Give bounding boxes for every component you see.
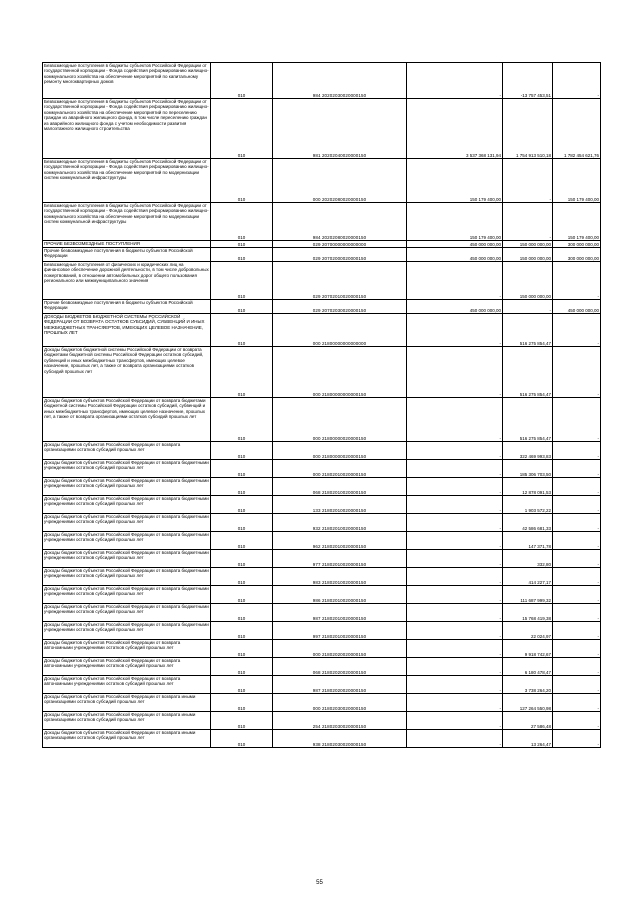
row-name: Доходы бюджетов субъектов Российской Федерации от возврата автономными учреждениями остатков субсидий прошлых лет — [43, 640, 211, 658]
row-amount-1: 450 000 000,00 — [407, 241, 503, 248]
table-row — [43, 347, 601, 398]
row-amount-3: - — [553, 314, 601, 347]
row-name: Доходы бюджетов субъектов Российской Федерации от возврата бюджетными учреждениями остатков субсидий прошлых лет — [43, 586, 211, 604]
row-code: 010 — [211, 300, 273, 314]
row-amount-1: - — [407, 496, 503, 514]
row-amount-3: - — [553, 730, 601, 748]
table-row — [43, 203, 601, 241]
table-row — [43, 398, 601, 442]
row-name: Безвозмездные поступления в бюджеты субъектов Российской Федерации от государственной корпорации - Фонда содействия реформированию жилищно-коммунального хозяйства на обеспечение мероприятий по модернизации систем коммунальной инфраструктуры — [43, 159, 211, 203]
table-row — [43, 248, 601, 262]
table-row — [43, 586, 601, 604]
row-name: Доходы бюджетов субъектов Российской Федерации от возврата бюджетами бюджетной системы Российской Федерации остатков субсидий, субвенций и иных межбюджетных трансфертов, имеющих целевое назначение, прошлых лет, а также от возврата организациями остатков субсидий прошлых лет — [43, 398, 211, 442]
row-kbk: 983 21802010020000150 — [273, 568, 407, 586]
row-amount-3: - — [553, 514, 601, 532]
row-code: 010 — [211, 676, 273, 694]
row-amount-2: 127 264 550,98 — [503, 694, 553, 712]
row-code: 010 — [211, 730, 273, 748]
row-kbk: 962 21802010020000150 — [273, 532, 407, 550]
row-amount-2: 185 306 703,50 — [503, 460, 553, 478]
row-kbk: 029 20702030020000150 — [273, 300, 407, 314]
table-row — [43, 496, 601, 514]
row-code: 010 — [211, 514, 273, 532]
row-kbk: 000 21800000020000150 — [273, 442, 407, 460]
row-amount-1: - — [407, 694, 503, 712]
row-name: Доходы бюджетов субъектов Российской Федерации от возврата организациями остатков субсидий прошлых лет — [43, 442, 211, 460]
row-amount-2: - — [503, 300, 553, 314]
row-kbk: 000 21800000000000000 — [273, 314, 407, 347]
row-amount-1: - — [407, 622, 503, 640]
row-amount-1: - — [407, 532, 503, 550]
row-kbk: 000 21800000020000150 — [273, 398, 407, 442]
row-kbk: 932 21802010020000150 — [273, 514, 407, 532]
row-amount-1: - — [407, 460, 503, 478]
row-amount-1: 150 179 400,00 — [407, 159, 503, 203]
row-amount-1: - — [407, 658, 503, 676]
row-name: Прочие безвозмездные поступления в бюджеты субъектов Российской Федерации — [43, 248, 211, 262]
row-code: 010 — [211, 532, 273, 550]
row-amount-3: - — [553, 568, 601, 586]
table-row — [43, 300, 601, 314]
row-kbk: 981 20202040020000150 — [273, 99, 407, 159]
row-kbk: 029 20702010020000150 — [273, 262, 407, 300]
row-amount-3: 150 179 400,00 — [553, 159, 601, 203]
row-kbk: 000 21802020020000150 — [273, 640, 407, 658]
table-row — [43, 262, 601, 300]
row-kbk: 987 21802010020000150 — [273, 604, 407, 622]
row-amount-2: 3 738 264,20 — [503, 676, 553, 694]
row-name: Доходы бюджетов субъектов Российской Федерации от возврата бюджетными учреждениями остатков субсидий прошлых лет — [43, 550, 211, 568]
row-name: Доходы бюджетов субъектов Российской Федерации от возврата бюджетными учреждениями остатков субсидий прошлых лет — [43, 460, 211, 478]
row-amount-3: - — [553, 347, 601, 398]
row-name: Доходы бюджетов субъектов Российской Федерации от возврата бюджетными учреждениями остатков субсидий прошлых лет — [43, 478, 211, 496]
row-amount-1: - — [407, 640, 503, 658]
row-amount-1: - — [407, 604, 503, 622]
table-row — [43, 99, 601, 159]
row-name: Безвозмездные поступления в бюджеты субъектов Российской Федерации от государственной корпорации - Фонда содействия реформированию жилищно-коммунального хозяйства на обеспечение мероприятий по переселению граждан из аварийного жилищного фонда, в том числе переселению граждан из аварийного жилищного фонда с учетом необходимости развития малоэтажного жилищного строительства — [43, 99, 211, 159]
row-amount-1: - — [407, 262, 503, 300]
page-number: 55 — [316, 880, 323, 886]
row-kbk: 997 21802010020000150 — [273, 622, 407, 640]
row-amount-2: 42 586 681,33 — [503, 514, 553, 532]
row-amount-1: - — [407, 712, 503, 730]
table-row — [43, 532, 601, 550]
row-code: 010 — [211, 241, 273, 248]
table-row — [43, 314, 601, 347]
row-kbk: 984 20202080020000150 — [273, 203, 407, 241]
row-amount-2: 150 000 000,00 — [503, 241, 553, 248]
row-amount-2: 150 000 000,00 — [503, 262, 553, 300]
table-row — [43, 640, 601, 658]
table-row — [43, 460, 601, 478]
table-row — [43, 730, 601, 748]
row-amount-3: 300 000 000,00 — [553, 248, 601, 262]
row-code: 010 — [211, 604, 273, 622]
row-kbk: 986 21802010020000150 — [273, 586, 407, 604]
row-code: 010 — [211, 248, 273, 262]
row-code: 010 — [211, 658, 273, 676]
row-amount-3: - — [553, 262, 601, 300]
row-amount-3: - — [553, 694, 601, 712]
row-amount-1: 150 179 400,00 — [407, 203, 503, 241]
row-kbk: 984 20202030020000150 — [273, 63, 407, 99]
row-amount-1: - — [407, 63, 503, 99]
row-name: Доходы бюджетов субъектов Российской Федерации от возврата иными организациями остатков субсидий прошлых лет — [43, 694, 211, 712]
table-row — [43, 676, 601, 694]
row-code: 010 — [211, 586, 273, 604]
row-name: Доходы бюджетов субъектов Российской Федерации от возврата бюджетными учреждениями остатков субсидий прошлых лет — [43, 568, 211, 586]
row-amount-1: - — [407, 514, 503, 532]
table-row — [43, 241, 601, 248]
row-amount-2: 22 024,97 — [503, 622, 553, 640]
row-code: 010 — [211, 496, 273, 514]
row-amount-2: - — [503, 159, 553, 203]
row-name: Доходы бюджетов субъектов Российской Федерации от возврата бюджетными учреждениями остатков субсидий прошлых лет — [43, 604, 211, 622]
row-code: 010 — [211, 568, 273, 586]
row-code: 010 — [211, 442, 273, 460]
row-kbk: 029 20700000000000000 — [273, 241, 407, 248]
row-amount-2: 1 754 913 510,18 — [503, 99, 553, 159]
row-amount-2: 147 371,78 — [503, 532, 553, 550]
row-amount-2: 516 275 854,47 — [503, 314, 553, 347]
row-amount-1: - — [407, 347, 503, 398]
row-code: 010 — [211, 694, 273, 712]
row-amount-3: - — [553, 622, 601, 640]
table-row — [43, 550, 601, 568]
row-amount-1: - — [407, 478, 503, 496]
row-amount-3: - — [553, 676, 601, 694]
row-kbk: 987 21802020020000150 — [273, 676, 407, 694]
row-amount-2: 516 275 854,47 — [503, 347, 553, 398]
row-amount-1: - — [407, 568, 503, 586]
row-amount-2: 13 264,47 — [503, 730, 553, 748]
row-name: Безвозмездные поступления в бюджеты субъектов Российской Федерации от государственной корпорации - Фонда содействия реформированию жилищно-коммунального хозяйства на обеспечение мероприятий по капитальному ремонту многоквартирных домов — [43, 63, 211, 99]
row-code: 010 — [211, 622, 273, 640]
row-amount-3: - — [553, 640, 601, 658]
row-amount-2: -13 757 453,51 — [503, 63, 553, 99]
row-amount-3: - — [553, 532, 601, 550]
row-name: Доходы бюджетов субъектов Российской Федерации от возврата бюджетными учреждениями остатков субсидий прошлых лет — [43, 532, 211, 550]
row-kbk: 977 21802010020000150 — [273, 550, 407, 568]
row-amount-3: - — [553, 712, 601, 730]
row-kbk: 000 20202080020000150 — [273, 159, 407, 203]
row-amount-3: 300 000 000,00 — [553, 241, 601, 248]
row-kbk: 000 21800000000000150 — [273, 347, 407, 398]
row-name: Доходы бюджетов субъектов Российской Федерации от возврата автономными учреждениями остатков субсидий прошлых лет — [43, 658, 211, 676]
row-amount-1: 450 000 000,00 — [407, 248, 503, 262]
row-amount-1: 3 537 368 131,94 — [407, 99, 503, 159]
row-kbk: 029 20702000020000150 — [273, 248, 407, 262]
row-code: 010 — [211, 159, 273, 203]
row-name: ДОХОДЫ БЮДЖЕТОВ БЮДЖЕТНОЙ СИСТЕМЫ РОССИЙСКОЙ ФЕДЕРАЦИИ ОТ ВОЗВРАТА ОСТАТКОВ СУБСИДИЙ, СУБВЕНЦИЙ И ИНЫХ МЕЖБЮДЖЕТНЫХ ТРАНСФЕРТОВ, ИМЕЮЩИХ ЦЕЛЕВОЕ НАЗНАЧЕНИЕ, ПРОШЛЫХ ЛЕТ — [43, 314, 211, 347]
row-name: Доходы бюджетов субъектов Российской Федерации от возврата автономными учреждениями остатков субсидий прошлых лет — [43, 676, 211, 694]
row-amount-2: 15 768 419,38 — [503, 604, 553, 622]
row-amount-1: - — [407, 550, 503, 568]
row-code: 010 — [211, 712, 273, 730]
table-row — [43, 712, 601, 730]
row-amount-3: - — [553, 604, 601, 622]
row-amount-3: - — [553, 658, 601, 676]
table-row — [43, 568, 601, 586]
table-row — [43, 514, 601, 532]
row-kbk: 068 21802020020000150 — [273, 658, 407, 676]
row-name: Доходы бюджетов субъектов Российской Федерации от возврата бюджетными учреждениями остатков субсидий прошлых лет — [43, 514, 211, 532]
row-amount-1: - — [407, 586, 503, 604]
row-kbk: 133 21802010020000150 — [273, 496, 407, 514]
row-amount-2: 111 687 999,32 — [503, 586, 553, 604]
row-amount-2: 332,80 — [503, 550, 553, 568]
row-amount-1: - — [407, 442, 503, 460]
row-kbk: 254 21802030020000150 — [273, 712, 407, 730]
row-amount-1: - — [407, 314, 503, 347]
row-amount-2: 1 903 572,22 — [503, 496, 553, 514]
row-amount-3: - — [553, 398, 601, 442]
row-amount-3: - — [553, 63, 601, 99]
row-code: 010 — [211, 314, 273, 347]
row-name: Доходы бюджетов субъектов Российской Федерации от возврата иными организациями остатков субсидий прошлых лет — [43, 712, 211, 730]
row-amount-1: - — [407, 398, 503, 442]
row-amount-2: 414 227,17 — [503, 568, 553, 586]
row-code: 010 — [211, 478, 273, 496]
row-kbk: 068 21802010020000150 — [273, 478, 407, 496]
row-code: 010 — [211, 347, 273, 398]
row-amount-3: 150 179 400,00 — [553, 203, 601, 241]
table-row — [43, 658, 601, 676]
row-code: 010 — [211, 460, 273, 478]
row-amount-2: 6 180 478,47 — [503, 658, 553, 676]
row-amount-3: - — [553, 442, 601, 460]
row-name: Доходы бюджетов субъектов Российской Федерации от возврата бюджетными учреждениями остатков субсидий прошлых лет — [43, 622, 211, 640]
row-amount-3: 450 000 000,00 — [553, 300, 601, 314]
table-row — [43, 442, 601, 460]
row-amount-2: 9 918 742,67 — [503, 640, 553, 658]
row-name: Доходы бюджетов бюджетной системы Российской Федерации от возврата бюджетами бюджетной системы Российской Федерации остатков субсидий, субвенций и иных межбюджетных трансфертов, имеющих целевое назначение, прошлых лет, а также от возврата организациями остатков субсидий прошлых лет — [43, 347, 211, 398]
table-row — [43, 478, 601, 496]
row-code: 010 — [211, 203, 273, 241]
row-amount-3: - — [553, 496, 601, 514]
row-amount-2: 27 586,48 — [503, 712, 553, 730]
row-amount-3: - — [553, 478, 601, 496]
row-amount-3: - — [553, 460, 601, 478]
row-name: Доходы бюджетов субъектов Российской Федерации от возврата иными организациями остатков субсидий прошлых лет — [43, 730, 211, 748]
row-amount-1: 450 000 000,00 — [407, 300, 503, 314]
row-amount-2: 516 275 854,47 — [503, 398, 553, 442]
row-code: 010 — [211, 262, 273, 300]
table-row — [43, 604, 601, 622]
row-name: ПРОЧИЕ БЕЗВОЗМЕЗДНЫЕ ПОСТУПЛЕНИЯ — [43, 241, 211, 248]
table-row — [43, 159, 601, 203]
row-name: Безвозмездные поступления в бюджеты субъектов Российской Федерации от государственной корпорации - Фонда содействия реформированию жилищно-коммунального хозяйства на обеспечение мероприятий по модернизации систем коммунальной инфраструктуры — [43, 203, 211, 241]
row-name: Безвозмездные поступления от физических и юридических лиц на финансовое обеспечение дорожной деятельности, в том числе добровольных пожертвований, в отношении автомобильных дорог общего пользования регионального или межмуниципального значения — [43, 262, 211, 300]
row-code: 010 — [211, 63, 273, 99]
row-code: 010 — [211, 640, 273, 658]
row-code: 010 — [211, 99, 273, 159]
row-kbk: 000 21802030020000150 — [273, 694, 407, 712]
row-amount-3: - — [553, 586, 601, 604]
revenue-table-body — [43, 63, 601, 748]
row-name: Доходы бюджетов субъектов Российской Федерации от возврата бюджетными учреждениями остатков субсидий прошлых лет — [43, 496, 211, 514]
row-amount-2: - — [503, 203, 553, 241]
row-kbk: 000 21802010020000150 — [273, 460, 407, 478]
row-kbk: 938 21802030020000150 — [273, 730, 407, 748]
table-row — [43, 694, 601, 712]
table-row — [43, 63, 601, 99]
row-amount-2: 12 878 091,53 — [503, 478, 553, 496]
row-amount-1: - — [407, 730, 503, 748]
table-row — [43, 622, 601, 640]
row-amount-3: 1 782 454 621,76 — [553, 99, 601, 159]
row-amount-1: - — [407, 676, 503, 694]
row-amount-2: 150 000 000,00 — [503, 248, 553, 262]
row-amount-3: - — [553, 550, 601, 568]
row-code: 010 — [211, 550, 273, 568]
row-name: Прочие безвозмездные поступления в бюджеты субъектов Российской Федерации — [43, 300, 211, 314]
revenue-table — [42, 62, 601, 748]
row-amount-2: 322 469 993,83 — [503, 442, 553, 460]
row-code: 010 — [211, 398, 273, 442]
